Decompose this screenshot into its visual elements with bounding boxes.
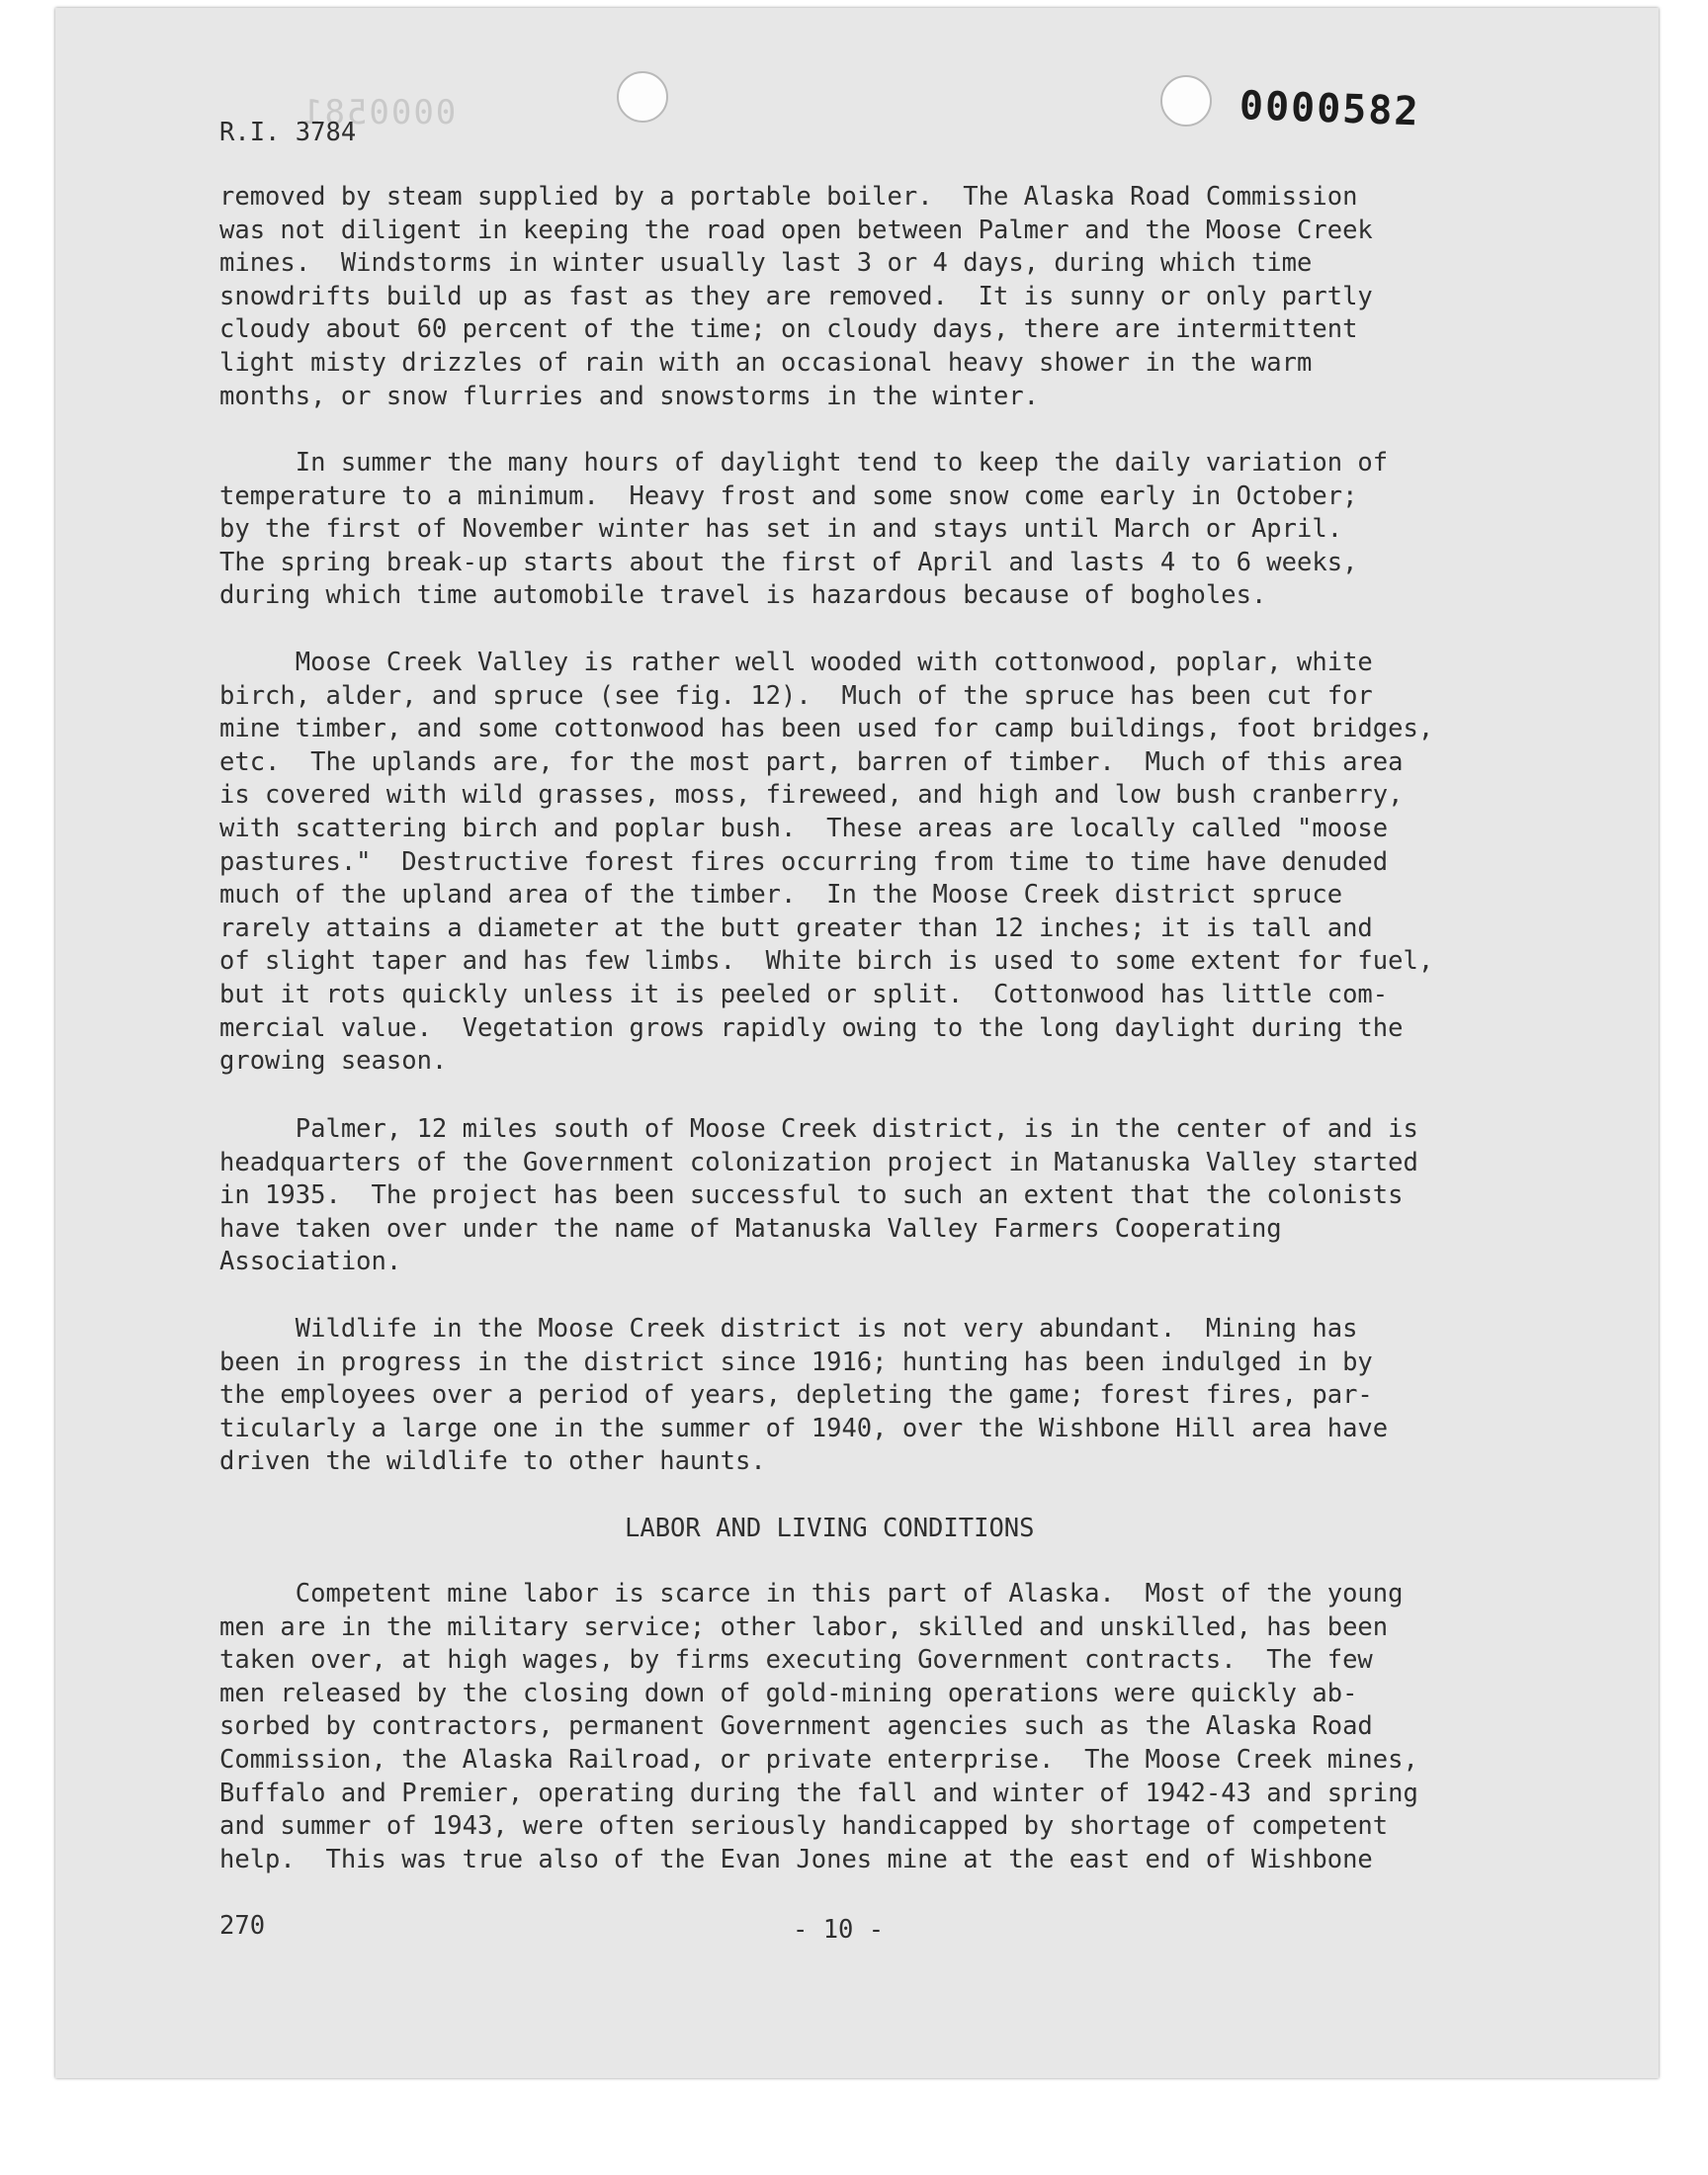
paragraph-1: removed by steam supplied by a portable boiler. The Alaska Road Commission was not diligent in keeping the road open between Palmer and the Moose Creek mines. Windstorms in winter usually last 3 or 4 days, during which time snowdrifts build up as fast as they are removed. It is sunny or only partly cloudy about 60 percent of the time; on cloudy days, there are intermittent light misty drizzles of rain with an occasional heavy shower in the warm months, or snow flurries and snowstorms in the winter. (219, 182, 1373, 411)
paragraph-2: In summer the many hours of daylight tend to keep the daily variation of temperature to a minimum. Heavy frost and some snow come early in October; by the first of November winter has set in and stays until March or April. The spring break-up starts about the first of April and lasts 4 to 6 weeks, during which time automobile travel is hazardous because of bogholes. (219, 448, 1389, 611)
punch-hole-left (617, 71, 668, 123)
section-paragraph: Competent mine labor is scarce in this part of Alaska. Most of the young men are in the military service; other labor, skilled and unskilled, has been taken over, at high wages, by firms executing Government contracts. The few men released by the closing down of gold-mining operations were quickly ab- sorbed by contractors, permanent Government agencies such as the Alaska Road Commission, the Alaska Railroad, or private enterprise. The Moose Creek mines, Buffalo and Premier, operating during the fall and winter of 1942-43 and spring and summer of 1943, were often seriously handicapped by shortage of competent help. This was true also of the Evan Jones mine at the east end of Wishbone (219, 1579, 1418, 1874)
bleed-through-number: 0000581 (300, 93, 457, 132)
paragraph-4: Palmer, 12 miles south of Moose Creek district, is in the center of and is headquarters of the Government colonization project in Matanuska Valley started in 1935. The project has been successful to such an extent that the colonists have taken over under the name of Matanuska Valley Farmers Cooperating Association. (219, 1114, 1418, 1277)
section-heading: LABOR AND LIVING CONDITIONS (625, 1514, 1035, 1543)
paragraph-3: Moose Creek Valley is rather well wooded with cottonwood, poplar, white birch, alder, and spruce (see fig. 12). Much of the spruce has been cut for mine timber, and some cottonwood has been used for camp buildings, foot bridges, etc. The uplands are, for the most part, barren of timber. Much of this area is covered with wild grasses, moss, fireweed, and high and low bush cranberry, with scattering birch and poplar bush. These areas are locally called "moose pastures." Destructive forest fires occurring from time to time have denuded much of the upland area of the timber. In the Moose Creek district spruce rarely attains a diameter at the butt greater than 12 inches; it is tall and of slight taper and has few limbs. White birch is used to some extent for fuel, but it rots quickly unless it is peeled or split. Cottonwood has little com- mercial value. Vegetation grows rapidly owing to the long daylight during the growing season. (219, 648, 1434, 1077)
report-id: R.I. 3784 (219, 118, 357, 147)
page-number: - 10 - (793, 1915, 885, 1945)
document-stamp-number: 0000582 (1238, 83, 1421, 135)
footer-left-number: 270 (219, 1911, 266, 1941)
paragraph-5: Wildlife in the Moose Creek district is not very abundant. Mining has been in progress in the district since 1916; hunting has been indulged in by the employees over a period of years, depleting the game; forest fires, par- ticularly a large one in the summer of 1940, over the Wishbone Hill area have driven the wildlife to other haunts. (219, 1314, 1389, 1477)
